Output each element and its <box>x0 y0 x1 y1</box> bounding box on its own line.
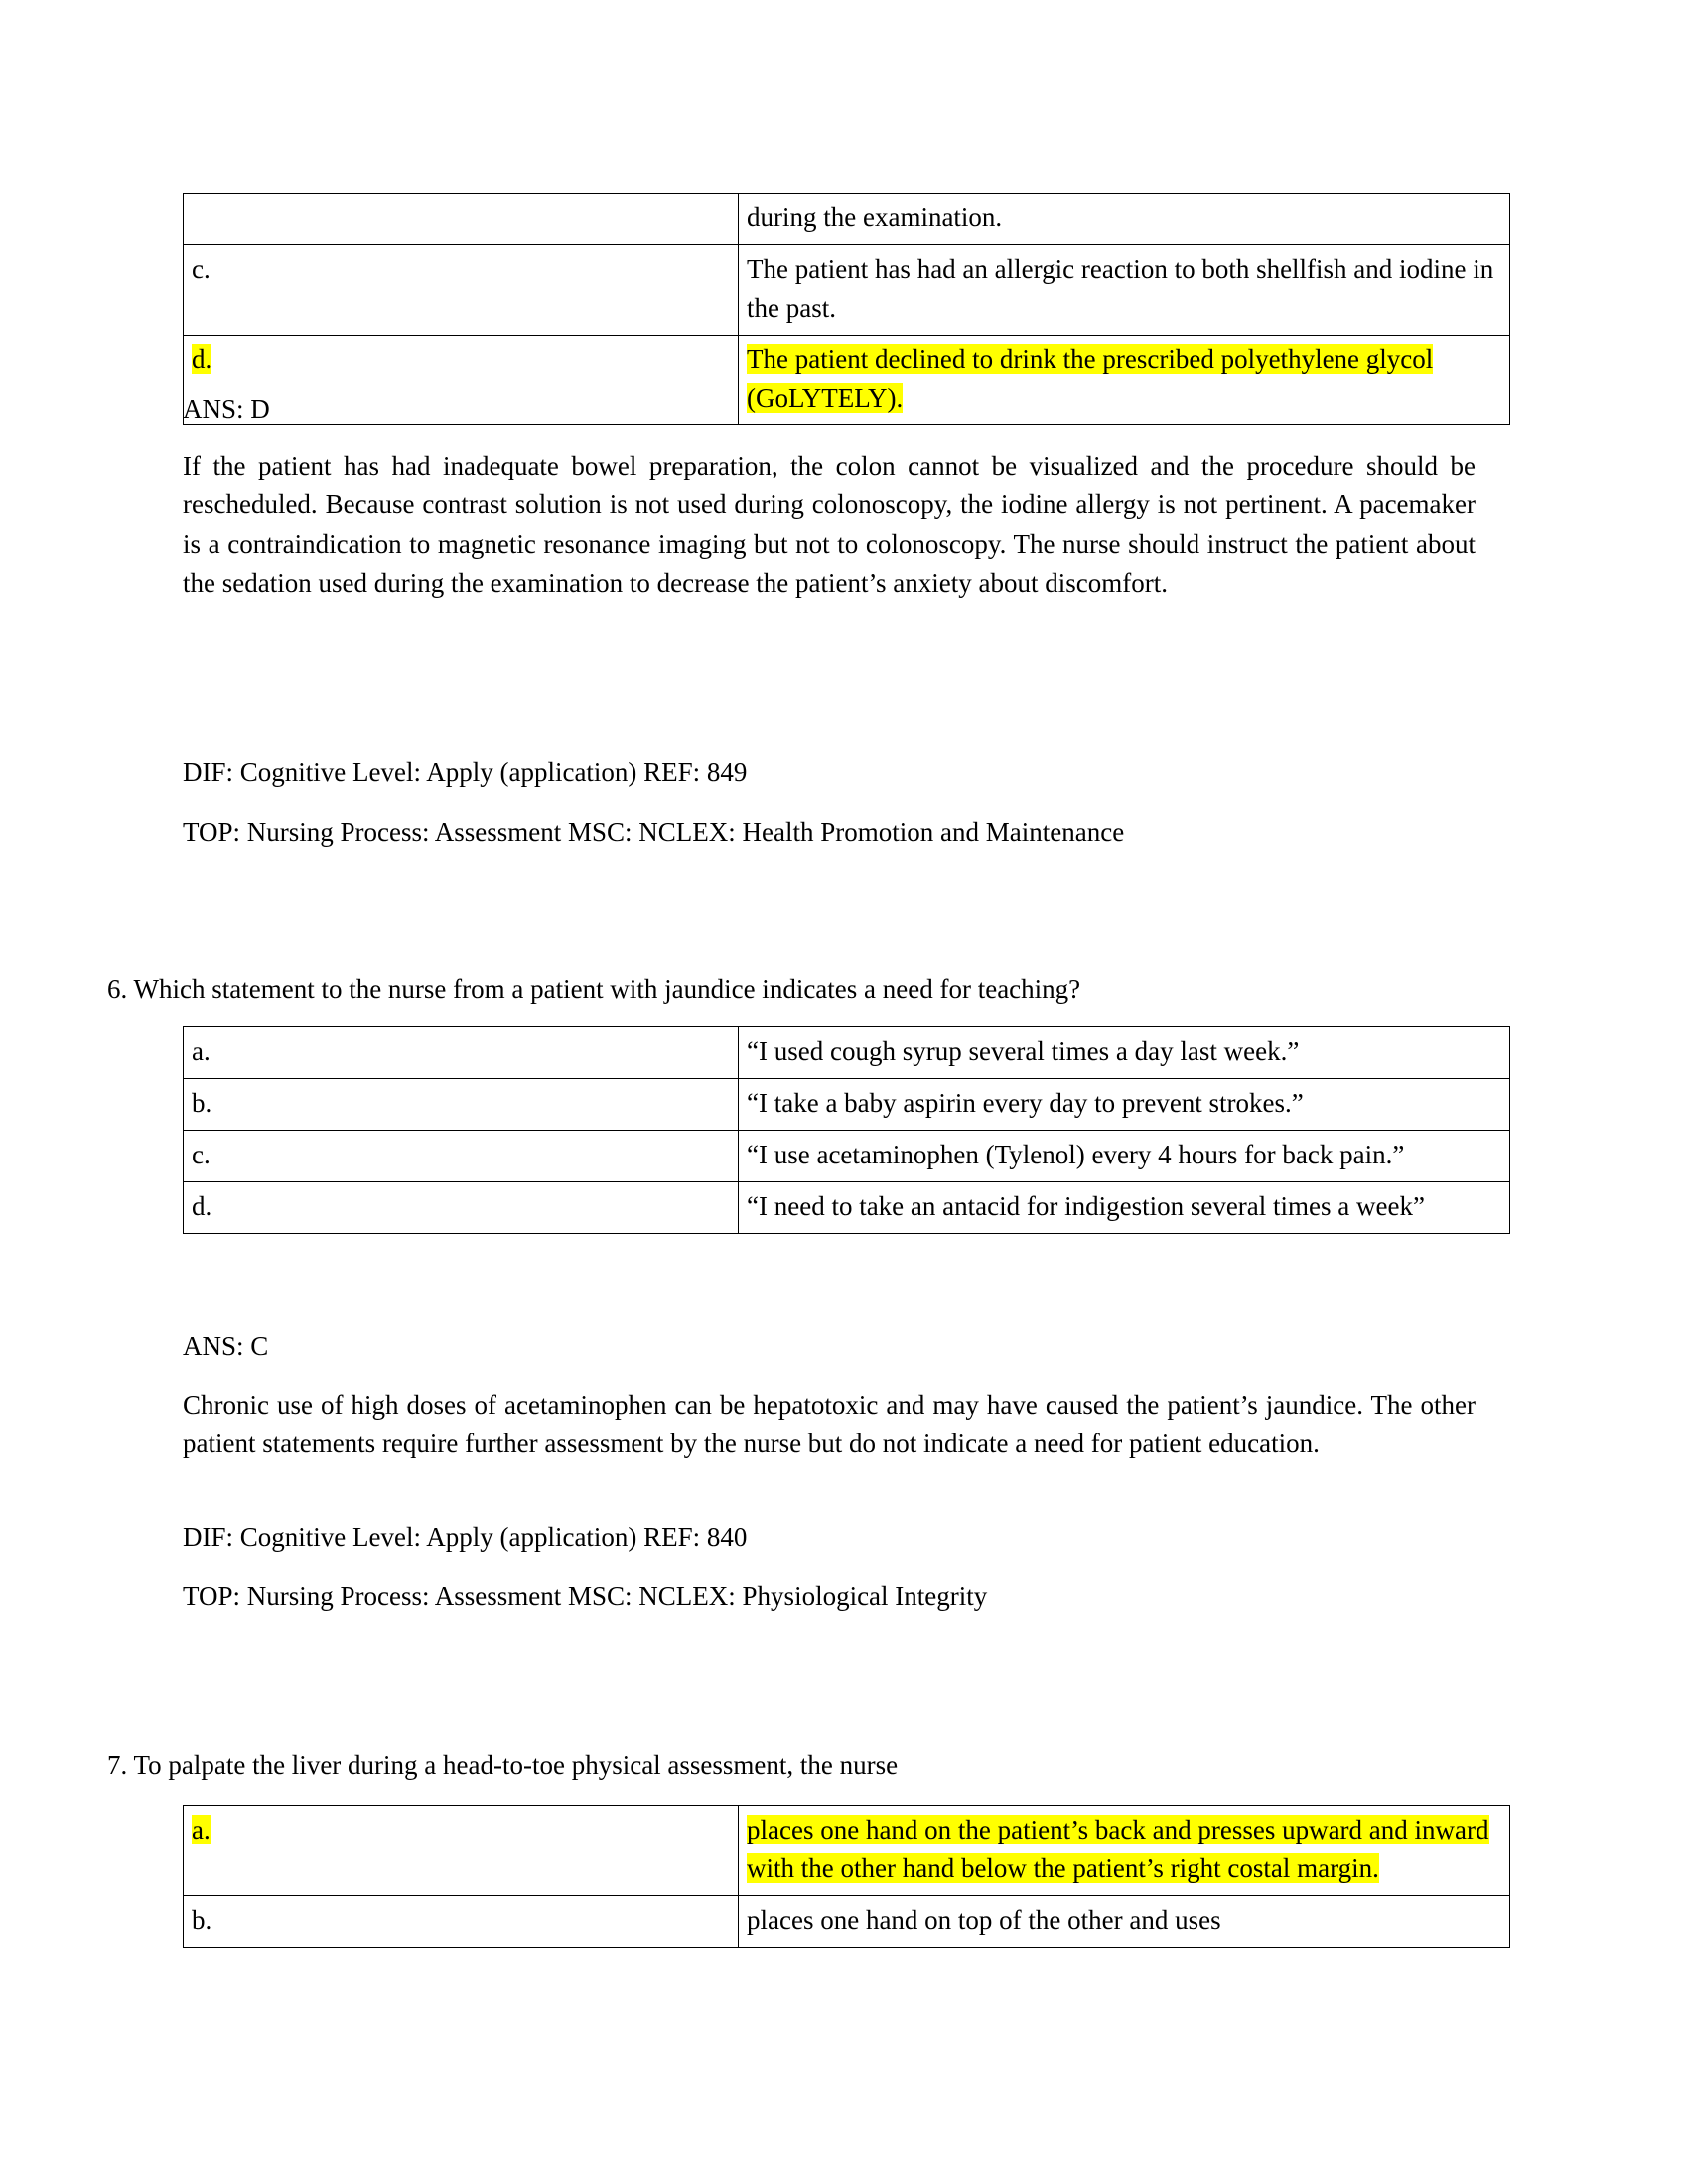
option-text: “I used cough syrup several times a day last week.” <box>747 1036 1300 1066</box>
option-text-cell <box>739 1078 1510 1130</box>
option-letter-cell <box>184 1806 739 1896</box>
table-row <box>184 1181 1510 1233</box>
q5-answer-key: ANS: D <box>183 394 270 424</box>
option-letter: a. <box>192 1815 211 1844</box>
q5-rationale: If the patient has had inadequate bowel preparation, the colon cannot be visualized and the procedure should be rescheduled. Because contrast solution is not used during colonoscopy, the iodine allergy is not pertinent. A pacemaker is a contraindication to magnetic resonance imaging but not to colonoscopy. The nurse should instruct the patient about the sedation used during the examination to decrease the patient’s anxiety about discomfort. <box>183 451 1476 599</box>
option-letter-cell <box>184 1130 739 1181</box>
option-letter-cell <box>184 244 739 335</box>
option-text-cell <box>739 1806 1510 1896</box>
q6-answer-key: ANS: C <box>183 1331 269 1361</box>
q6-top-line: TOP: Nursing Process: Assessment MSC: NCLEX: Physiological Integrity <box>183 1581 988 1611</box>
option-text: “I need to take an antacid for indigestion several times a week” <box>747 1190 1425 1221</box>
q5-options-table <box>183 193 1510 425</box>
option-letter: c. <box>192 1139 211 1169</box>
option-text-cell <box>739 1027 1510 1079</box>
option-letter: d. <box>192 1190 212 1221</box>
option-letter-cell <box>184 1895 739 1947</box>
option-letter: b. <box>192 1087 212 1118</box>
option-letter-cell <box>184 1181 739 1233</box>
option-letter: d. <box>192 343 212 374</box>
q5-top-line: TOP: Nursing Process: Assessment MSC: NCLEX: Health Promotion and Maintenance <box>183 817 1125 847</box>
option-text: during the examination. <box>747 203 1003 232</box>
q5-dif-line: DIF: Cognitive Level: Apply (application) REF: 849 <box>183 757 748 787</box>
table-row <box>184 1895 1510 1947</box>
table-row <box>184 1027 1510 1079</box>
option-text: The patient declined to drink the prescribed polyethylene glycol (GoLYTELY). <box>747 343 1434 413</box>
option-text-cell <box>739 1181 1510 1233</box>
option-text-cell <box>739 1130 1510 1181</box>
option-text: “I take a baby aspirin every day to prevent strokes.” <box>747 1087 1304 1118</box>
option-text-cell <box>739 335 1510 425</box>
table-row <box>184 1078 1510 1130</box>
option-letter-cell <box>184 1027 739 1079</box>
option-letter-cell <box>184 194 739 245</box>
option-letter: a. <box>192 1036 211 1066</box>
q7-stem: 7. To palpate the liver during a head-to-toe physical assessment, the nurse <box>107 1750 899 1780</box>
q6-options-table <box>183 1026 1510 1234</box>
q6-dif-line: DIF: Cognitive Level: Apply (application) REF: 840 <box>183 1522 748 1552</box>
option-text-cell <box>739 194 1510 245</box>
q6-rationale: Chronic use of high doses of acetaminophen can be hepatotoxic and may have caused the patient’s jaundice. The other patient statements require further assessment by the nurse but do not indicate a need for patient education. <box>183 1390 1476 1459</box>
option-letter: c. <box>192 253 211 284</box>
option-text: places one hand on the patient’s back and presses upward and inward with the other hand below the patient’s right costal margin. <box>747 1815 1489 1883</box>
option-letter-cell <box>184 1078 739 1130</box>
q7-options-table <box>183 1805 1510 1948</box>
option-letter: b. <box>192 1904 212 1935</box>
table-row <box>184 335 1510 425</box>
option-text-cell <box>739 244 1510 335</box>
table-row <box>184 194 1510 245</box>
table-row <box>184 1130 1510 1181</box>
q6-stem: 6. Which statement to the nurse from a patient with jaundice indicates a need for teaching? <box>107 974 1081 1004</box>
option-text: places one hand on top of the other and uses <box>747 1904 1221 1935</box>
table-row <box>184 244 1510 335</box>
option-text: “I use acetaminophen (Tylenol) every 4 hours for back pain.” <box>747 1139 1405 1169</box>
option-text-cell <box>739 1895 1510 1947</box>
option-text: The patient has had an allergic reaction to both shellfish and iodine in the past. <box>747 253 1494 323</box>
table-row <box>184 1806 1510 1896</box>
